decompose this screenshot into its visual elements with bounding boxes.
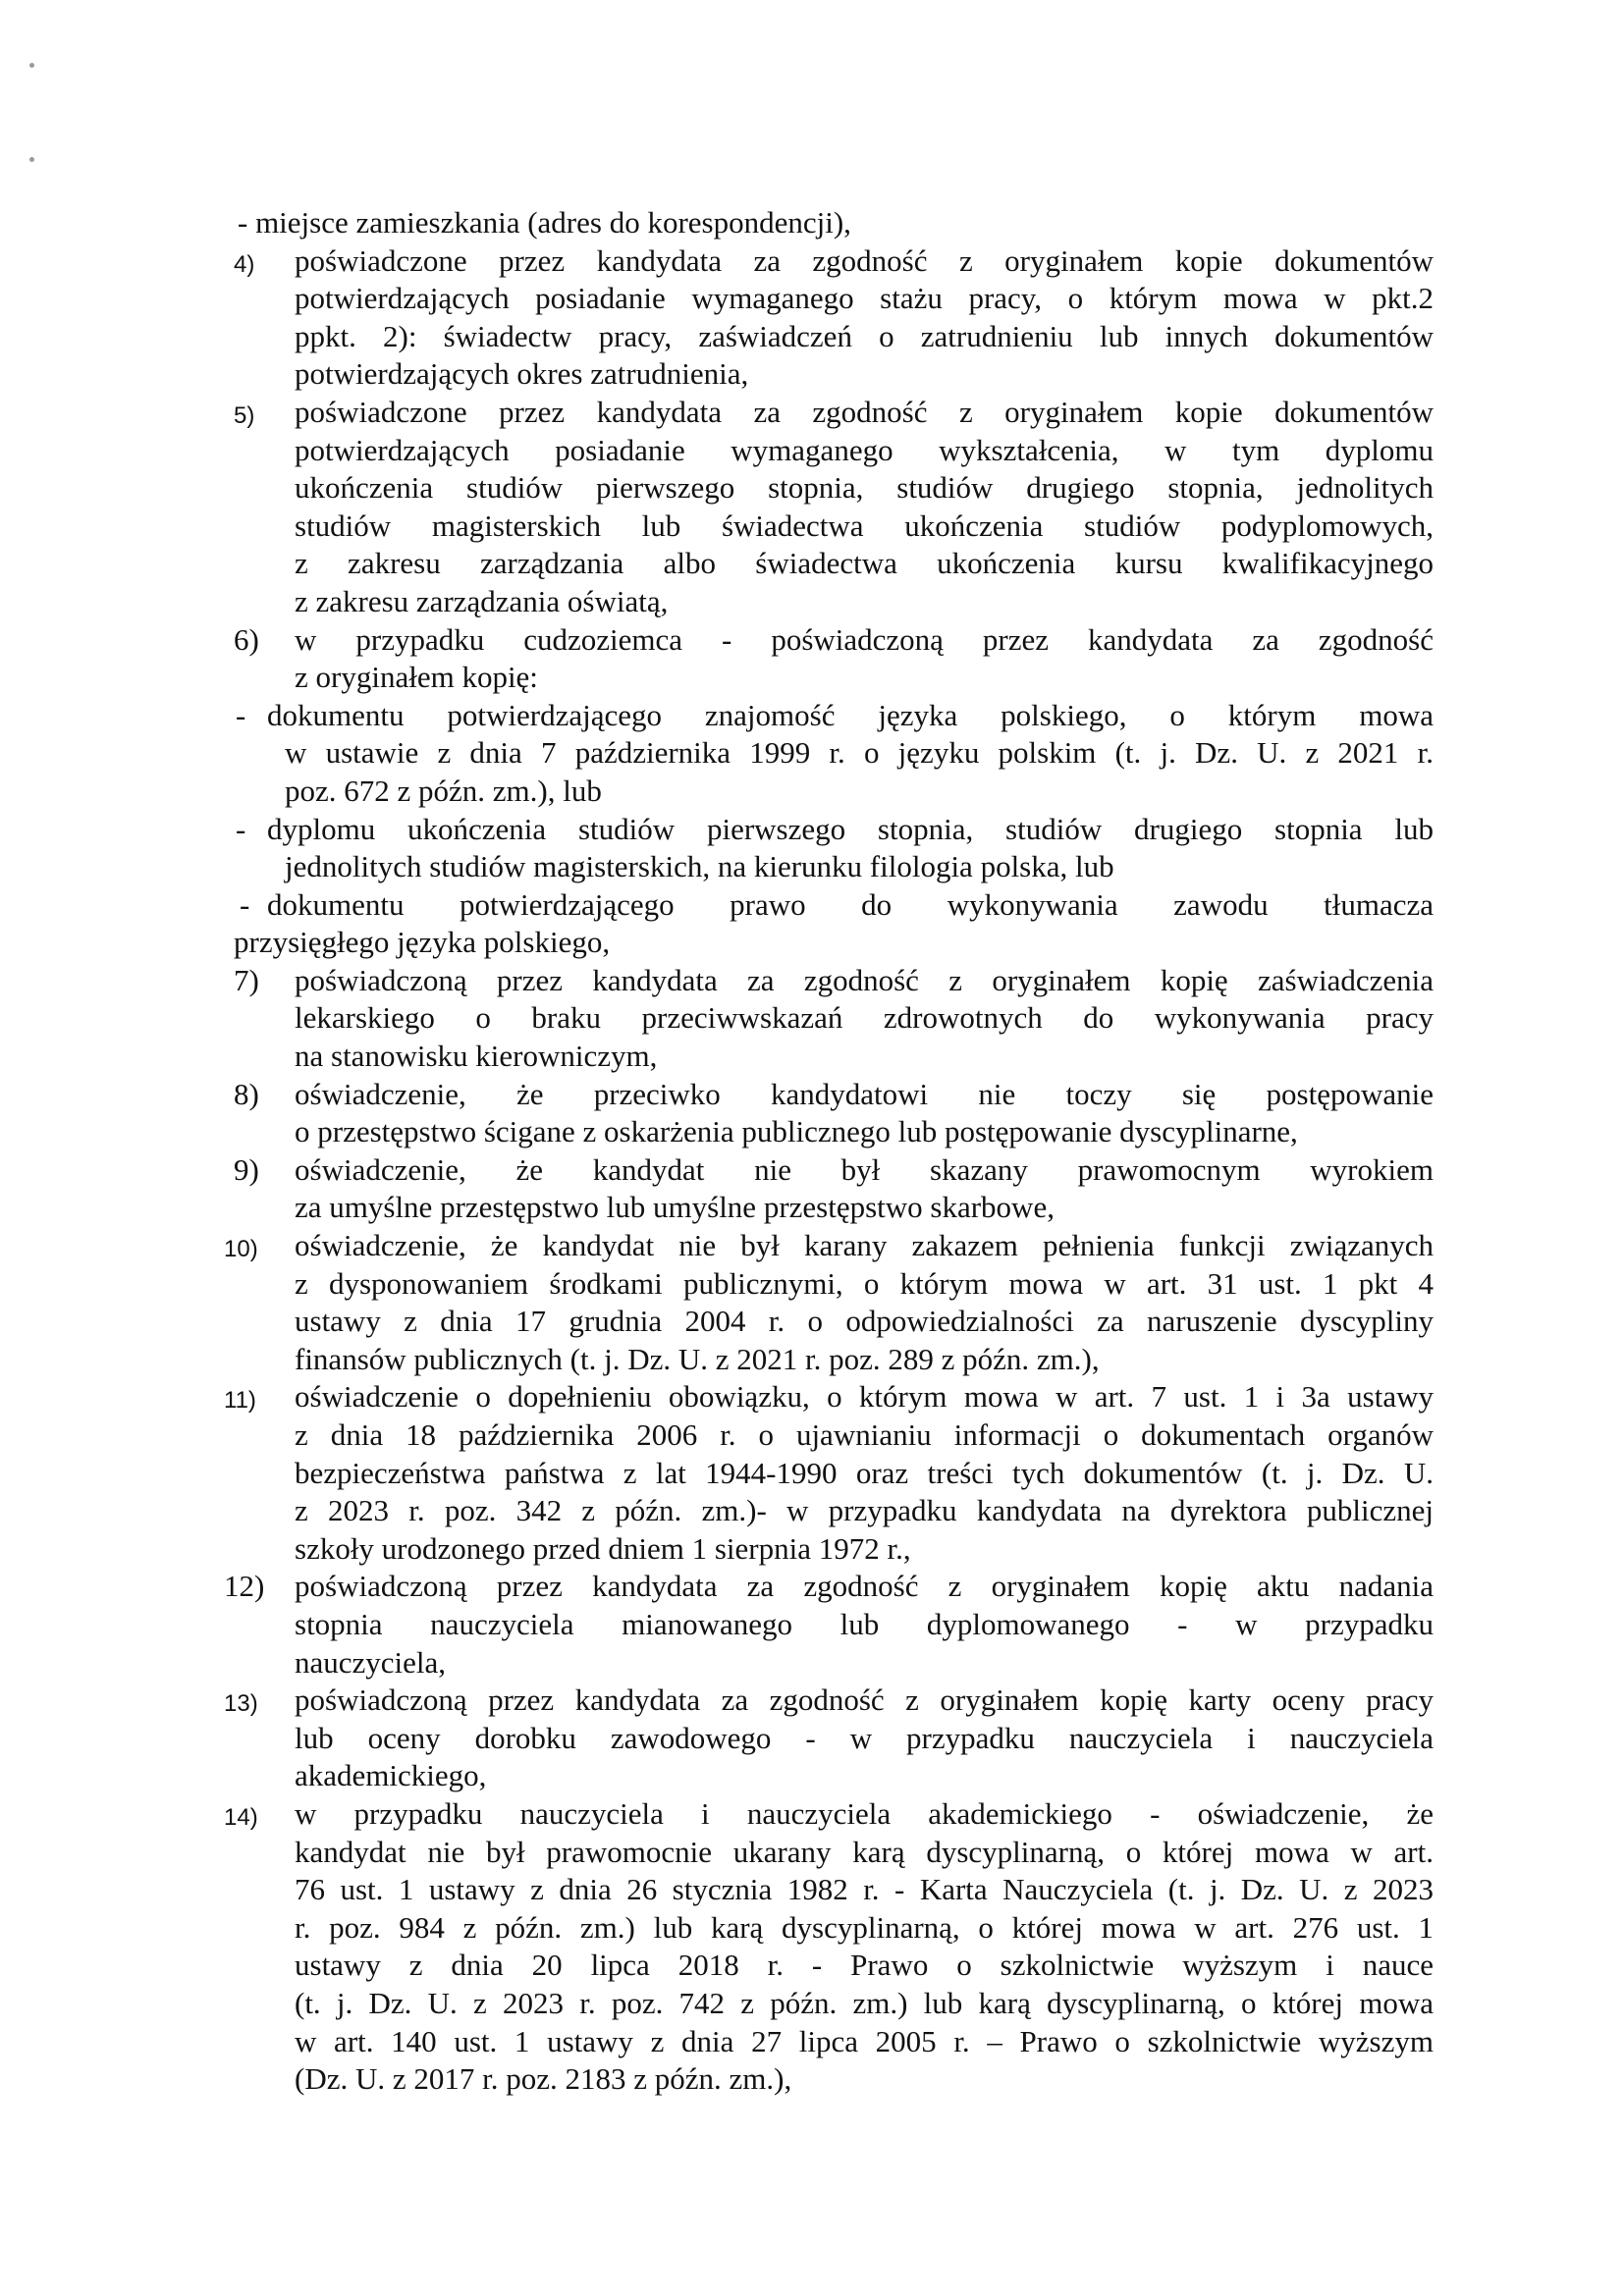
line-text: w art. 140 ust. 1 ustawy z dnia 27 lipca 2005 r. – Prawo o szkolnictwie wyższym <box>295 2023 1434 2058</box>
text-line <box>295 469 1434 507</box>
list-item <box>234 1151 1434 1227</box>
line-text: na stanowisku kierowniczym, <box>295 1039 658 1074</box>
list-item <box>224 1227 1434 1378</box>
line-text: ppkt. 2): świadectw pracy, zaświadczeń o zatrudnieniu lub innych dokumentów <box>295 318 1434 353</box>
list-item <box>234 1076 1434 1151</box>
text-line <box>295 1644 1434 1682</box>
list-item <box>236 811 1434 886</box>
text-line <box>285 848 1434 886</box>
line-text: (Dz. U. z 2017 r. poz. 2183 z późn. zm.), <box>295 2061 792 2097</box>
text-line <box>224 1682 1434 1720</box>
item-marker: 10) <box>224 1236 258 1263</box>
line-text: 76 ust. 1 ustawy z dnia 26 stycznia 1982 r. - Karta Nauczyciela (t. j. Dz. U. z 2023 <box>295 1872 1434 1907</box>
line-text: poświadczoną przez kandydata za zgodność z oryginałem kopię aktu nadania <box>295 1569 1434 1604</box>
text-line <box>295 280 1434 318</box>
item-marker: 4) <box>234 250 255 278</box>
text-line <box>295 1985 1434 2023</box>
line-text: oświadczenie, że przeciwko kandydatowi nie toczy się postępowanie <box>295 1076 1434 1111</box>
text-line <box>295 1757 1434 1795</box>
list-item <box>238 204 1434 242</box>
line-text: kandydat nie był prawomocnie ukarany karą dyscyplinarną, o której mowa w art. <box>295 1834 1434 1869</box>
line-text: w ustawie z dnia 7 października 1999 r. o języku polskim (t. j. Dz. U. z 2021 r. <box>285 735 1434 771</box>
line-text: ukończenia studiów pierwszego stopnia, studiów drugiego stopnia, jednolitych <box>295 470 1434 506</box>
text-line <box>295 1909 1434 1948</box>
text-line <box>224 1568 1434 1606</box>
text-line <box>295 1265 1434 1304</box>
line-text: z dnia 18 października 2006 r. o ujawnianiu informacji o dokumentach organów <box>295 1417 1434 1452</box>
line-text: w przypadku nauczyciela i nauczyciela akademickiego - oświadczenie, że <box>295 1795 1434 1831</box>
list-item <box>234 621 1434 697</box>
line-text: - miejsce zamieszkania (adres do korespondencji), <box>238 205 851 240</box>
line-text: potwierdzających posiadanie wymaganego wykształcenia, w tym dyplomu <box>295 432 1434 467</box>
line-text: o przestępstwo ścigane z oskarżenia publicznego lub postępowanie dyscyplinarne, <box>295 1114 1298 1149</box>
scan-speck <box>29 157 34 162</box>
text-line <box>295 659 1434 697</box>
item-marker: 12) <box>224 1569 265 1604</box>
text-line <box>295 999 1434 1038</box>
list-item <box>224 1378 1434 1568</box>
line-text: lub oceny dorobku zawodowego - w przypadku nauczyciela i nauczyciela <box>295 1720 1434 1755</box>
line-text: z zakresu zarządzania albo świadectwa ukończenia kursu kwalifikacyjnego <box>295 546 1434 581</box>
line-text: (t. j. Dz. U. z 2023 r. poz. 742 z późn. zm.) lub karą dyscyplinarną, o której mowa <box>295 1985 1434 2020</box>
item-marker: - <box>236 811 246 846</box>
item-marker: 8) <box>234 1076 259 1111</box>
text-line <box>295 1455 1434 1493</box>
line-text: poświadczoną przez kandydata za zgodność z oryginałem kopię zaświadczenia <box>295 962 1434 997</box>
text-line <box>295 1416 1434 1455</box>
text-line <box>295 2023 1434 2061</box>
text-line <box>295 1606 1434 1644</box>
text-line <box>224 1795 1434 1834</box>
text-line <box>240 886 1434 925</box>
text-line <box>295 1871 1434 1909</box>
item-marker: 11) <box>224 1387 256 1415</box>
line-text: z zakresu zarządzania oświatą, <box>295 583 669 618</box>
line-text: poz. 672 z późn. zm.), lub <box>285 773 602 808</box>
text-line <box>295 1834 1434 1872</box>
text-line <box>238 204 1434 242</box>
text-line <box>295 1947 1434 1985</box>
line-text: oświadczenie, że kandydat nie był karany zakazem pełnienia funkcji związanych <box>295 1228 1434 1263</box>
scan-speck <box>29 63 34 68</box>
text-line <box>295 1038 1434 1076</box>
item-marker: 7) <box>234 962 259 997</box>
text-line <box>234 242 1434 281</box>
text-line <box>236 697 1434 735</box>
line-text: stopnia nauczyciela mianowanego lub dyplomowanego - w przypadku <box>295 1606 1434 1641</box>
line-text: finansów publicznych (t. j. Dz. U. z 2021 r. poz. 289 z późn. zm.), <box>295 1341 1100 1376</box>
line-text: szkoły urodzonego przed dniem 1 sierpnia 1972 r., <box>295 1530 911 1566</box>
list-item <box>224 1568 1434 1682</box>
text-line <box>234 621 1434 660</box>
line-text: poświadczoną przez kandydata za zgodność z oryginałem kopię karty oceny pracy <box>295 1682 1434 1718</box>
text-line <box>295 1341 1434 1379</box>
list-item <box>236 697 1434 811</box>
text-line <box>234 1151 1434 1190</box>
line-text: poświadczone przez kandydata za zgodność z oryginałem kopie dokumentów <box>295 242 1434 278</box>
line-text: oświadczenie o dopełnieniu obowiązku, o którym mowa w art. 7 ust. 1 i 3a ustawy <box>295 1379 1434 1415</box>
line-text: jednolitych studiów magisterskich, na kierunku filologia polska, lub <box>285 849 1114 884</box>
text-line <box>285 773 1434 811</box>
item-marker: 13) <box>224 1690 258 1718</box>
text-line <box>234 924 1434 962</box>
text-line <box>295 355 1434 394</box>
line-text: z 2023 r. poz. 342 z późn. zm.)- w przypadku kandydata na dyrektora publicznej <box>295 1493 1434 1528</box>
text-line <box>236 811 1434 849</box>
text-line <box>234 1076 1434 1114</box>
line-text: ustawy z dnia 20 lipca 2018 r. - Prawo o szkolnictwie wyższym i nauce <box>295 1948 1434 1983</box>
line-text: lekarskiego o braku przeciwwskazań zdrowotnych do wykonywania pracy <box>295 1000 1434 1036</box>
line-text: akademickiego, <box>295 1758 487 1793</box>
list-item <box>234 962 1434 1076</box>
line-text: dokumentu potwierdzającego znajomość języka polskiego, o którym mowa <box>267 697 1434 732</box>
item-marker: - <box>236 697 246 732</box>
list-item <box>234 242 1434 394</box>
line-text: dokumentu potwierdzającego prawo do wykonywania zawodu tłumacza <box>267 886 1434 922</box>
list-item <box>234 886 1434 962</box>
line-text: poświadczone przez kandydata za zgodność z oryginałem kopie dokumentów <box>295 394 1434 429</box>
line-text: w przypadku cudzoziemca - poświadczoną przez kandydata za zgodność <box>295 621 1434 657</box>
line-text: dyplomu ukończenia studiów pierwszego stopnia, studiów drugiego stopnia lub <box>267 811 1434 846</box>
line-text: z dysponowaniem środkami publicznymi, o którym mowa w art. 31 ust. 1 pkt 4 <box>295 1265 1434 1301</box>
item-marker: 6) <box>234 621 259 657</box>
line-text: studiów magisterskich lub świadectwa ukończenia studiów podyplomowych, <box>295 507 1434 543</box>
item-marker: 5) <box>234 401 255 429</box>
line-text: za umyślne przestępstwo lub umyślne przestępstwo skarbowe, <box>295 1190 1055 1225</box>
text-line <box>295 1492 1434 1530</box>
text-line <box>224 1378 1434 1416</box>
line-text: r. poz. 984 z późn. zm.) lub karą dyscyplinarną, o której mowa w art. 276 ust. 1 <box>295 1909 1434 1945</box>
text-line <box>295 1303 1434 1341</box>
text-line <box>224 1227 1434 1265</box>
text-line <box>234 394 1434 432</box>
text-line <box>295 1720 1434 1758</box>
line-text: przysięgłego języka polskiego, <box>234 925 611 960</box>
list-item <box>224 1682 1434 1795</box>
line-text: nauczyciela, <box>295 1644 447 1680</box>
text-line <box>234 962 1434 1000</box>
line-text: potwierdzających okres zatrudnienia, <box>295 356 749 392</box>
line-text: potwierdzających posiadanie wymaganego stażu pracy, o którym mowa w pkt.2 <box>295 281 1434 316</box>
text-line <box>295 507 1434 546</box>
text-line <box>295 545 1434 583</box>
text-line <box>295 583 1434 621</box>
text-line <box>295 318 1434 356</box>
list-item <box>234 394 1434 621</box>
item-marker: - <box>240 886 250 922</box>
text-line <box>295 432 1434 470</box>
text-line <box>285 734 1434 773</box>
text-line <box>295 1530 1434 1569</box>
line-text: ustawy z dnia 17 grudnia 2004 r. o odpowiedzialności za naruszenie dyscypliny <box>295 1304 1434 1339</box>
list-item <box>224 1795 1434 2099</box>
text-line <box>295 1113 1434 1151</box>
item-marker: 9) <box>234 1151 259 1187</box>
line-text: oświadczenie, że kandydat nie był skazany prawomocnym wyrokiem <box>295 1151 1434 1187</box>
line-text: z oryginałem kopię: <box>295 660 538 695</box>
item-marker: 14) <box>224 1803 258 1831</box>
text-line <box>295 2060 1434 2099</box>
document-body <box>224 204 1434 2099</box>
line-text: bezpieczeństwa państwa z lat 1944-1990 oraz treści tych dokumentów (t. j. Dz. U. <box>295 1455 1434 1490</box>
text-line <box>295 1189 1434 1227</box>
